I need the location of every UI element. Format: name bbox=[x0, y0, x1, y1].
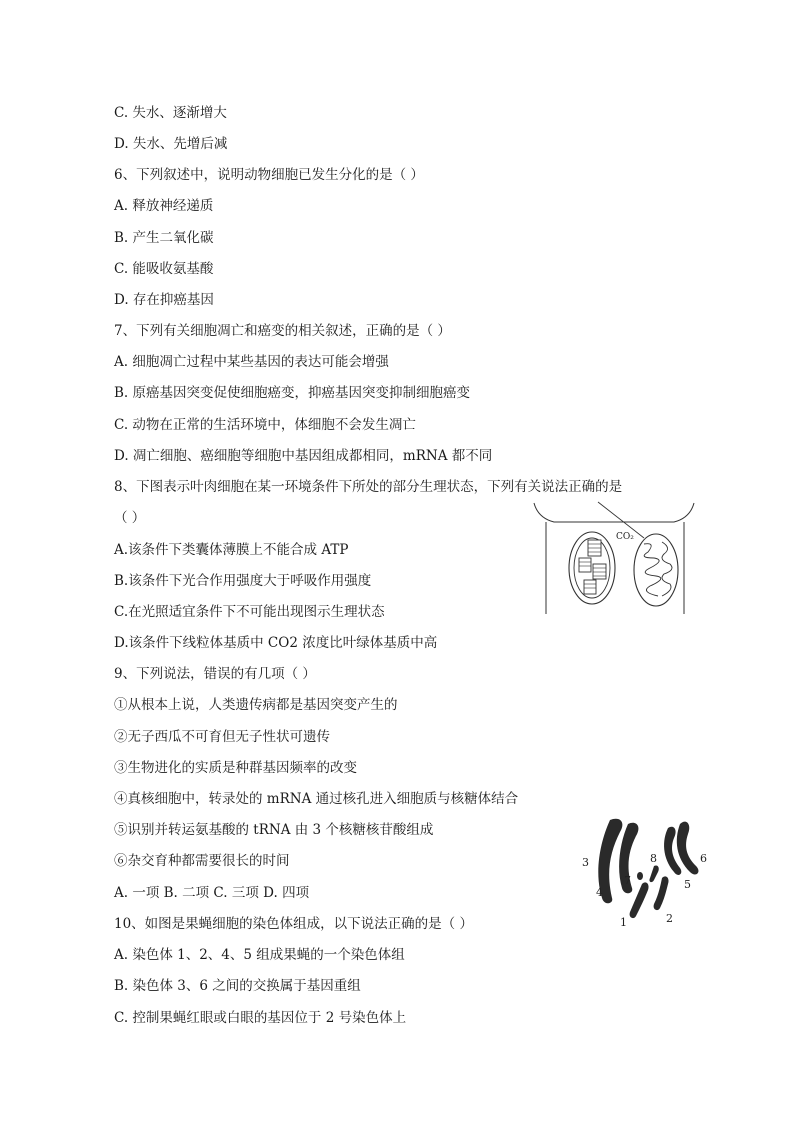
cell-wall bbox=[534, 503, 694, 522]
chromosome-label-7: 7 bbox=[624, 874, 631, 887]
option-6a: A. 释放神经递质 bbox=[114, 198, 214, 214]
chromosome-8 bbox=[649, 865, 658, 882]
chromosome-label-8: 8 bbox=[650, 852, 657, 865]
chromosome-label-1: 1 bbox=[620, 916, 627, 929]
chromosome-7 bbox=[637, 872, 643, 880]
chloroplast bbox=[569, 532, 615, 604]
option-10c: C. 控制果蝇红眼或白眼的基因位于 2 号染色体上 bbox=[114, 1010, 407, 1026]
option-8c: C.在光照适宜条件下不可能出现图示生理状态 bbox=[114, 604, 385, 620]
mitochondrion bbox=[634, 534, 678, 606]
option-10a: A. 染色体 1、2、4、5 组成果蝇的一个染色体组 bbox=[114, 947, 405, 963]
statement-9-5: ⑤识别并转运氨基酸的 tRNA 由 3 个核糖核苷酸组成 bbox=[114, 822, 434, 838]
question-6: 6、下列叙述中，说明动物细胞已发生分化的是（ ） bbox=[114, 167, 424, 183]
chromosome-label-2: 2 bbox=[666, 912, 673, 925]
question-7: 7、下列有关细胞凋亡和癌变的相关叙述，正确的是（ ） bbox=[114, 323, 451, 339]
option-6d: D. 存在抑癌基因 bbox=[114, 292, 214, 308]
option-8a: A.该条件下类囊体薄膜上不能合成 ATP bbox=[114, 542, 349, 558]
chromosome-label-5: 5 bbox=[684, 878, 691, 891]
question-8: 8、下图表示叶肉细胞在某一环境条件下所处的部分生理状态，下列有关说法正确的是 bbox=[114, 479, 623, 495]
statement-9-1: ①从根本上说，人类遗传病都是基因突变产生的 bbox=[114, 697, 398, 713]
option-8d: D.该条件下线粒体基质中 CO2 浓度比叶绿体基质中高 bbox=[114, 635, 438, 651]
option-5c: C. 失水、逐渐增大 bbox=[114, 105, 227, 121]
chromosome-1 bbox=[630, 882, 649, 918]
question-9: 9、下列说法，错误的有几项（ ） bbox=[114, 666, 316, 682]
question-8-paren: （ ） bbox=[114, 510, 146, 526]
statement-9-4: ④真核细胞中，转录处的 mRNA 通过核孔进入细胞质与核糖体结合 bbox=[114, 791, 519, 807]
chromosome-label-4: 4 bbox=[596, 886, 603, 899]
co2-label: CO₂ bbox=[616, 532, 634, 542]
option-7d: D. 凋亡细胞、癌细胞等细胞中基因组成都相同，mRNA 都不同 bbox=[114, 448, 493, 464]
chromosome-6 bbox=[677, 822, 699, 875]
statement-9-2: ②无子西瓜不可育但无子性状可遗传 bbox=[114, 729, 330, 745]
statement-9-3: ③生物进化的实质是种群基因频率的改变 bbox=[114, 760, 357, 776]
chromosome-2 bbox=[654, 876, 669, 910]
option-7a: A. 细胞凋亡过程中某些基因的表达可能会增强 bbox=[114, 354, 389, 370]
option-6c: C. 能吸收氨基酸 bbox=[114, 261, 214, 277]
statement-9-6: ⑥杂交育种都需要很长的时间 bbox=[114, 853, 290, 869]
options-9: A. 一项 B. 二项 C. 三项 D. 四项 bbox=[114, 885, 310, 901]
option-7b: B. 原癌基因突变促使细胞癌变，抑癌基因突变抑制细胞癌变 bbox=[114, 385, 471, 401]
option-8b: B.该条件下光合作用强度大于呼吸作用强度 bbox=[114, 573, 372, 589]
option-10b: B. 染色体 3、6 之间的交换属于基因重组 bbox=[114, 978, 361, 994]
chromosome-label-3: 3 bbox=[582, 856, 589, 869]
option-5d: D. 失水、先增后减 bbox=[114, 136, 228, 152]
question-10: 10、如图是果蝇细胞的染色体组成，以下说法正确的是（ ） bbox=[114, 916, 473, 932]
chromosome-diagram bbox=[580, 812, 720, 932]
chromosome-label-6: 6 bbox=[700, 852, 707, 865]
option-7c: C. 动物在正常的生活环境中，体细胞不会发生凋亡 bbox=[114, 417, 416, 433]
cell-diagram bbox=[532, 498, 696, 616]
option-6b: B. 产生二氧化碳 bbox=[114, 230, 214, 246]
